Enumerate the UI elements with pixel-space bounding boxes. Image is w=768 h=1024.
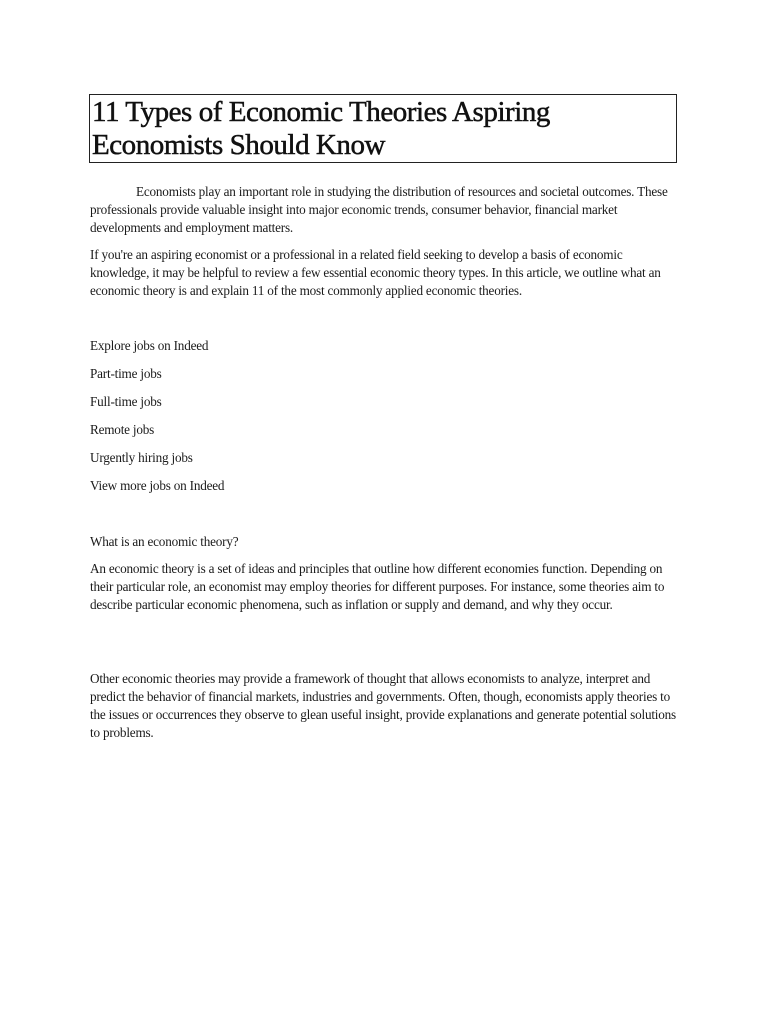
jobs-link-list (90, 337, 224, 505)
remote-jobs-link[interactable]: Remote jobs (90, 422, 155, 437)
intro-paragraph-2: If you're an aspiring economist or a professional in a related field seeking to develop a basis of economic knowledge, it may be helpful to review a few essential economic theory types. In this article, we outline what an economic theory is and explain 11 of the most commonly applied economic theories. (90, 247, 661, 298)
list-item (90, 421, 224, 449)
title-box (89, 94, 677, 163)
intro-paragraph-1: Economists play an important role in studying the distribution of resources and societal outcomes. These professionals provide valuable insight into major economic trends, consumer behavior, financial market developments and employment matters. (90, 184, 668, 235)
list-item (90, 449, 224, 477)
list-item (90, 477, 224, 505)
urgently-hiring-jobs-link[interactable]: Urgently hiring jobs (90, 450, 193, 465)
part-time-jobs-link[interactable]: Part-time jobs (90, 366, 162, 381)
full-time-jobs-link[interactable]: Full-time jobs (90, 394, 162, 409)
list-item (90, 393, 224, 421)
section-paragraph-1: An economic theory is a set of ideas and principles that outline how different economies function. Depending on their particular role, an economist may employ theories for different purposes. For instance, some theories aim to describe particular economic phenomena, such as inflation or supply and demand, and why they occur. (90, 561, 665, 612)
view-more-jobs-link[interactable]: View more jobs on Indeed (90, 478, 225, 493)
section-paragraph-2: Other economic theories may provide a framework of thought that allows economists to analyze, interpret and predict the behavior of financial markets, industries and governments. Often, though, economists apply theories to the issues or occurrences they observe to glean useful insight, provide explanations and generate potential solutions to problems. (90, 671, 676, 740)
explore-jobs-link[interactable]: Explore jobs on Indeed (90, 338, 209, 353)
list-item (90, 365, 224, 393)
section-heading: What is an economic theory? (90, 534, 239, 549)
list-item (90, 337, 224, 365)
page-title: 11 Types of Economic Theories Aspiring Economists Should Know (92, 96, 550, 161)
